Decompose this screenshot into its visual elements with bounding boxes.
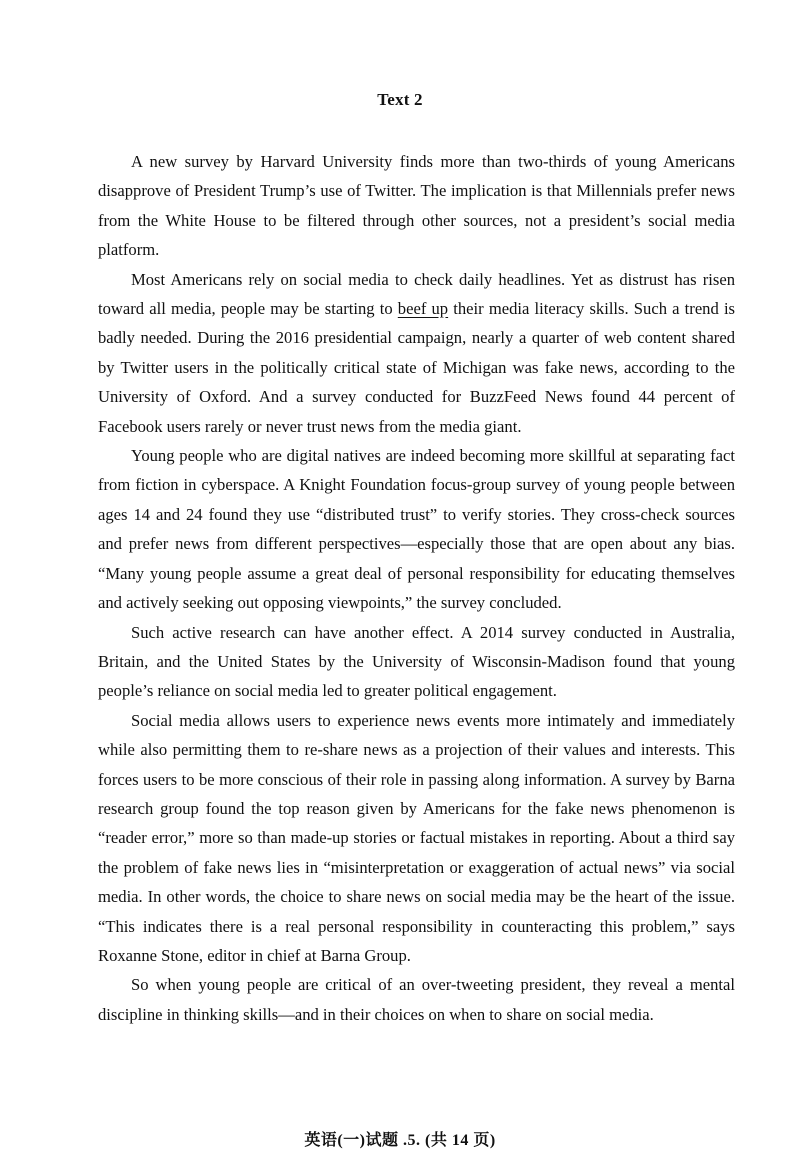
paragraph-3: Young people who are digital natives are indeed becoming more skillful at separating fact from fiction in cyberspace. A Knight Foundation focus-group survey of young people between ages 14 and 24 found they use “distributed trust” to verify stories. They cross-check sources and prefer news from different perspectives—especially those that are open about any bias. “Many young people assume a great deal of personal responsibility for educating themselves and actively seeking out opposing viewpoints,” the survey concluded. <box>98 446 735 613</box>
underlined-phrase: beef up <box>397 299 449 319</box>
paragraph-2-after: their media literacy skills. Such a trend is badly needed. During the 2016 presidential campaign, nearly a quarter of web content shared by Twitter users in the politically critical state of Michigan was fake news, according to the University of Oxford. And a survey conducted for BuzzFeed News found 44 percent of Facebook users rarely or never trust news from the media giant. <box>98 299 736 436</box>
paragraph-2-before: Most Americans rely on social media to check daily headlines. Yet as distrust has risen toward all media, people may be starting to <box>98 269 735 319</box>
article-body <box>98 147 735 1029</box>
paragraph-4: Such active research can have another effect. A 2014 survey conducted in Australia, Britain, and the United States by the University of Wisconsin-Madison found that young people’s reliance on social media led to greater political engagement. <box>98 622 735 701</box>
paragraph-5: Social media allows users to experience news events more intimately and immediately while also permitting them to re-share news as a projection of their values and interests. This forces users to be more conscious of their role in passing along information. A survey by Barna research group found the top reason given by Americans for the fake news phenomenon is “reader error,” more so than made-up stories or factual mistakes in reporting. About a third say the problem of fake news lies in “misinterpretation or exaggeration of actual news” via social media. In other words, the choice to share news on social media may be the heart of the issue. “This indicates there is a real personal responsibility in counteracting this problem,” says Roxanne Stone, editor in chief at Barna Group. <box>98 710 735 965</box>
paragraph-2 <box>98 265 735 441</box>
section-title: Text 2 <box>377 90 423 109</box>
paragraph-6: So when young people are critical of an over-tweeting president, they reveal a mental discipline in thinking skills—and in their choices on when to share on social media. <box>98 975 735 1024</box>
paragraph-1: A new survey by Harvard University finds more than two-thirds of young Americans disapprove of President Trump’s use of Twitter. The implication is that Millennials prefer news from the White House to be filtered through other sources, not a president’s social media platform. <box>98 152 735 260</box>
page-footer: 英语(一)试题 .5. (共 14 页) <box>304 1132 496 1149</box>
